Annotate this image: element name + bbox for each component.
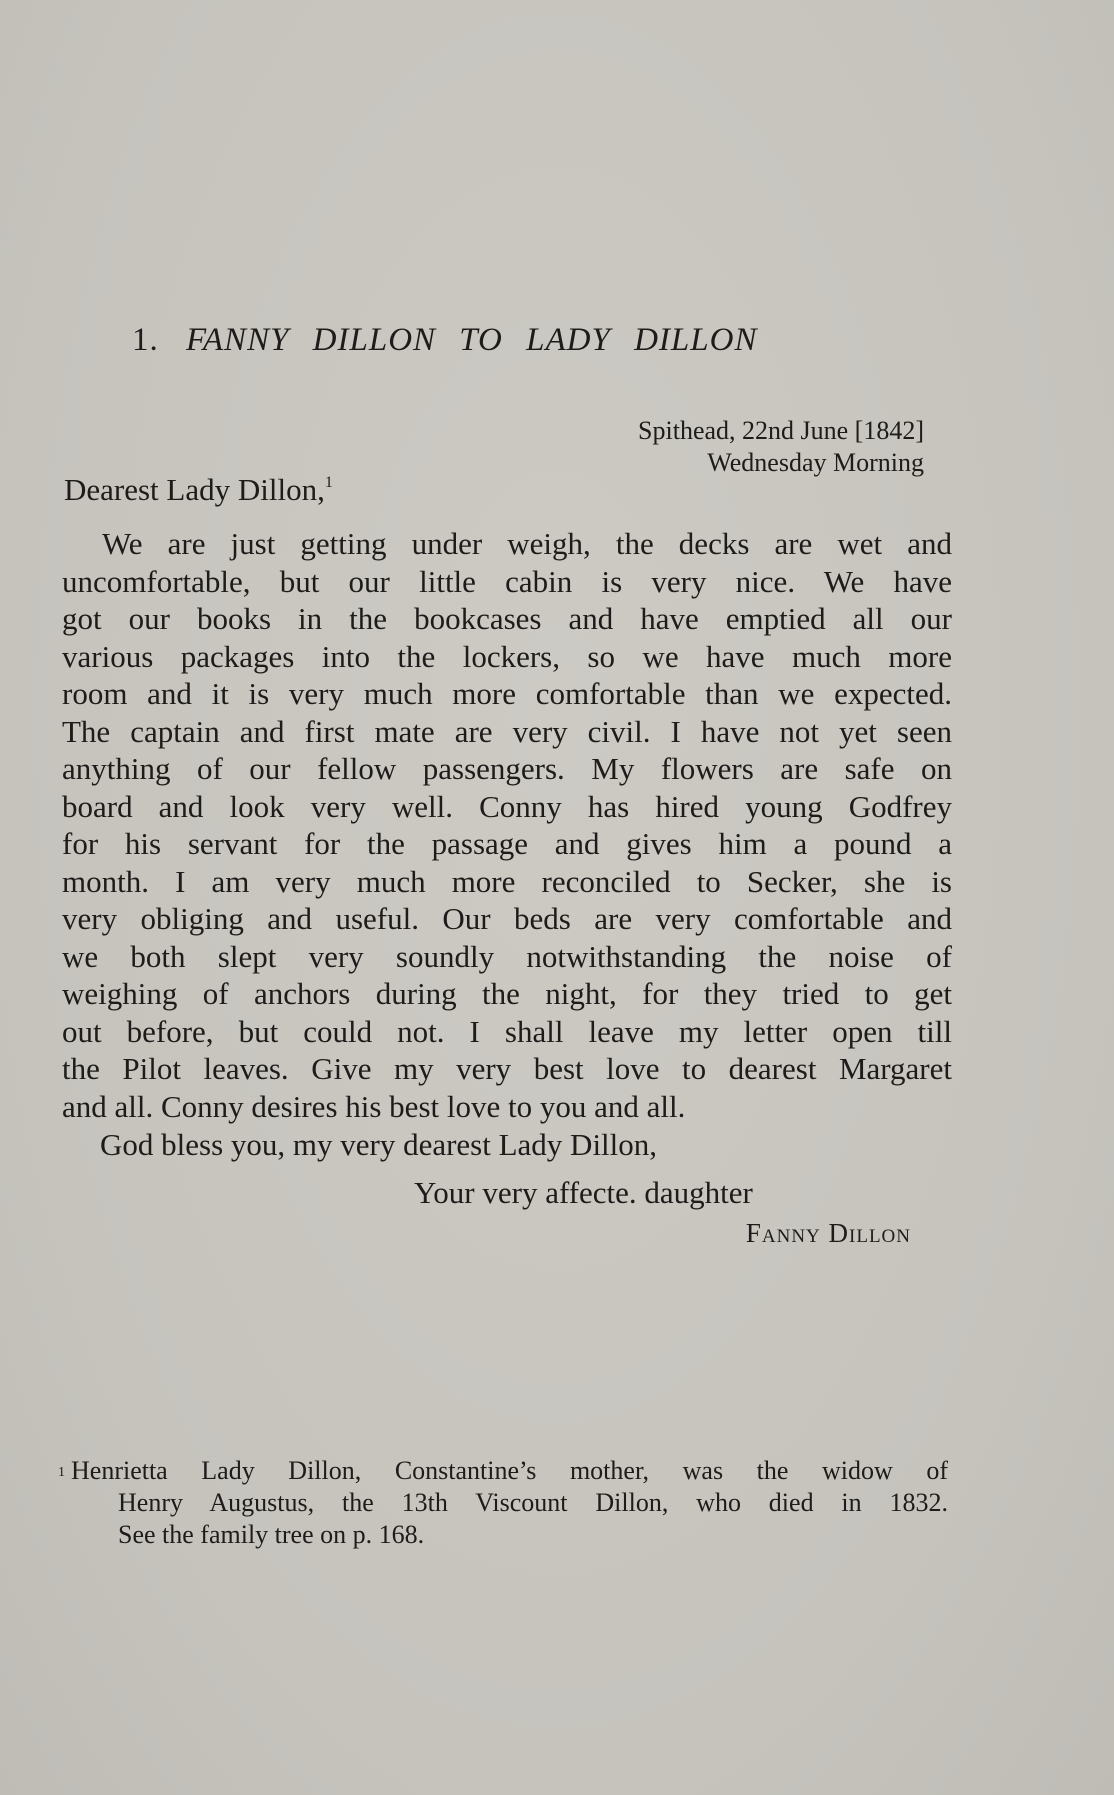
signoff: Your very affecte. daughter xyxy=(414,1175,753,1210)
body-line: board and look very well. Conny has hired young Godfrey xyxy=(62,788,952,824)
body-line: uncomfortable, but our little cabin is very nice. We have xyxy=(62,563,952,599)
letter-title: FANNY DILLON TO LADY DILLON xyxy=(186,322,758,358)
body-line: weighing of anchors during the night, for they tried to get xyxy=(62,976,952,1011)
footnote-marker: 1 xyxy=(58,1465,65,1480)
body-line: the Pilot leaves. Give my very best love to dearest Margaret xyxy=(62,1051,952,1086)
body-line: anything of our fellow passengers. My flowers are safe on xyxy=(62,751,952,786)
letter-number: 1. xyxy=(132,322,159,358)
footnote-line: Henry Augustus, the 13th Viscount Dillon, who died in 1832. xyxy=(118,1488,948,1517)
dateline xyxy=(638,415,924,479)
body-line: out before, but could not. I shall leave my letter open till xyxy=(62,1013,952,1049)
letter-body xyxy=(62,525,952,1125)
body-line: We are just getting under weigh, the decks are wet and xyxy=(102,526,952,561)
dateline-day: Wednesday Morning xyxy=(707,448,924,477)
body-line: for his servant for the passage and gives him a pound a xyxy=(62,826,952,861)
salutation-text: Dearest Lady Dillon, xyxy=(64,472,325,507)
footnote-reference: 1 xyxy=(324,474,333,491)
body-line: various packages into the lockers, so we have much more xyxy=(62,638,952,674)
signature: Fanny Dillon xyxy=(745,1218,911,1248)
body-line: room and it is very much more comfortable than we expected. xyxy=(62,676,952,711)
letter-heading xyxy=(132,322,757,359)
body-line: and all. Conny desires his best love to you and all. xyxy=(62,1088,686,1124)
footnote xyxy=(58,1455,948,1551)
dateline-place-date: Spithead, 22nd June [1842] xyxy=(638,416,924,445)
footnote-line: See the family tree on p. 168. xyxy=(118,1520,425,1549)
body-line: very obliging and useful. Our beds are very comfortable and xyxy=(62,901,952,936)
body-line: month. I am very much more reconciled to Secker, she is xyxy=(62,863,952,899)
closing-line: God bless you, my very dearest Lady Dillon, xyxy=(100,1127,658,1162)
body-line: got our books in the bookcases and have emptied all our xyxy=(62,601,952,636)
footnote-line xyxy=(58,1455,948,1487)
salutation xyxy=(64,472,333,508)
body-line: we both slept very soundly notwithstanding the noise of xyxy=(62,938,952,974)
footnote-text: Henrietta Lady Dillon, Constantine’s mother, was the widow of xyxy=(71,1456,948,1485)
body-line: The captain and first mate are very civil. I have not yet seen xyxy=(62,713,952,749)
